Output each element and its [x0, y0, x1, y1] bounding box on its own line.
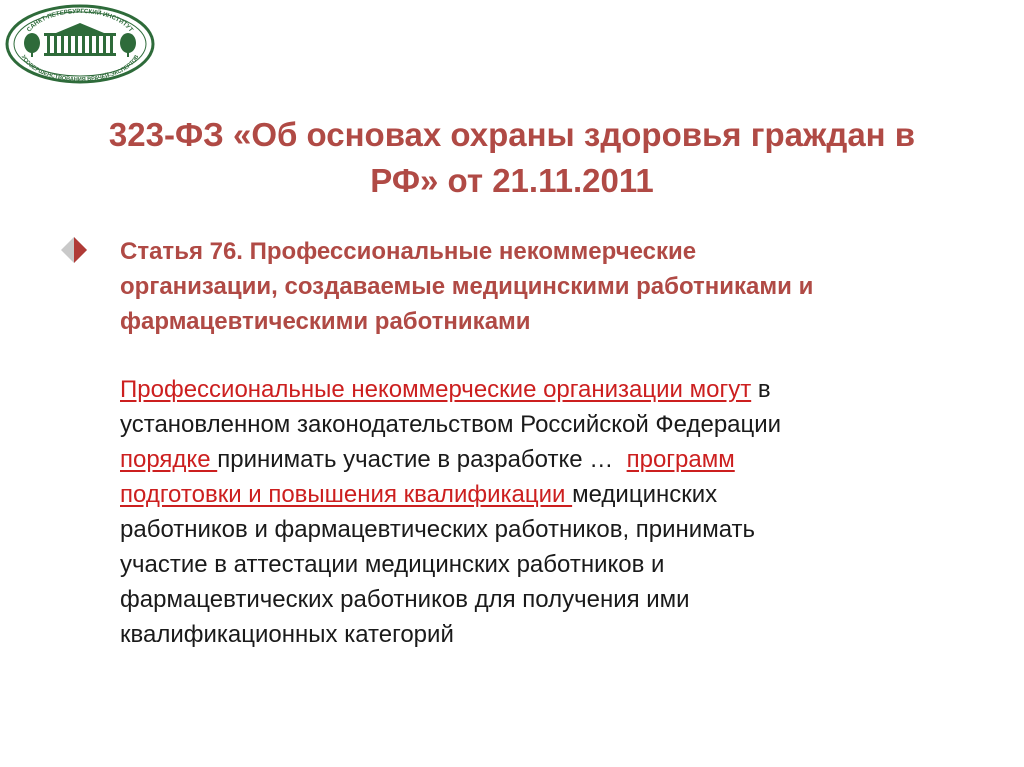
- diamond-bullet-icon: [60, 236, 88, 264]
- article-heading-line-1: Статья 76. Профессиональные некоммерческие: [120, 238, 697, 265]
- body-line-7: фармацевтических работников для получения ими: [120, 586, 690, 613]
- body-line-4: [120, 477, 940, 512]
- slide-title: [40, 112, 984, 204]
- link-order[interactable]: порядке: [120, 446, 218, 473]
- title-line-2: РФ» от 21.11.2011: [370, 162, 654, 199]
- link-professional-organizations[interactable]: Профессиональные некоммерческие организации могут: [120, 376, 752, 403]
- body-line-2: установленном законодательством Российской Федерации: [120, 411, 782, 438]
- link-qualification-programs[interactable]: подготовки и повышения квалификации: [120, 481, 573, 508]
- body-line-3: [120, 442, 940, 477]
- body-line-6: участие в аттестации медицинских работников и: [120, 551, 665, 578]
- body-line-8: квалификационных категорий: [120, 621, 454, 648]
- body-line-3-text: принимать участие в разработке …: [217, 446, 627, 473]
- logo-bottom-text: УСОВЕРШЕНСТВОВАНИЯ ВРАЧЕЙ-ЭКСПЕРТОВ: [19, 54, 141, 84]
- article-body: [120, 372, 940, 652]
- institute-logo: [4, 3, 156, 85]
- title-line-1: 323-ФЗ «Об основах охраны здоровья граждан в: [108, 116, 916, 153]
- link-programs[interactable]: программ: [626, 446, 735, 473]
- article-heading-line-2: организации, создаваемые медицинскими работниками и: [120, 273, 814, 300]
- body-line-1-text: в: [751, 376, 771, 403]
- body-line-5: работников и фармацевтических работников, принимать: [120, 516, 756, 543]
- logo-top-text: САНКТ-ПЕТЕРБУРГСКИЙ ИНСТИТУТ: [25, 7, 135, 34]
- body-line-1: [120, 372, 940, 407]
- article-heading-line-3: фармацевтическими работниками: [120, 308, 531, 335]
- body-line-4-text: медицинских: [572, 481, 718, 508]
- article-heading: [120, 234, 980, 339]
